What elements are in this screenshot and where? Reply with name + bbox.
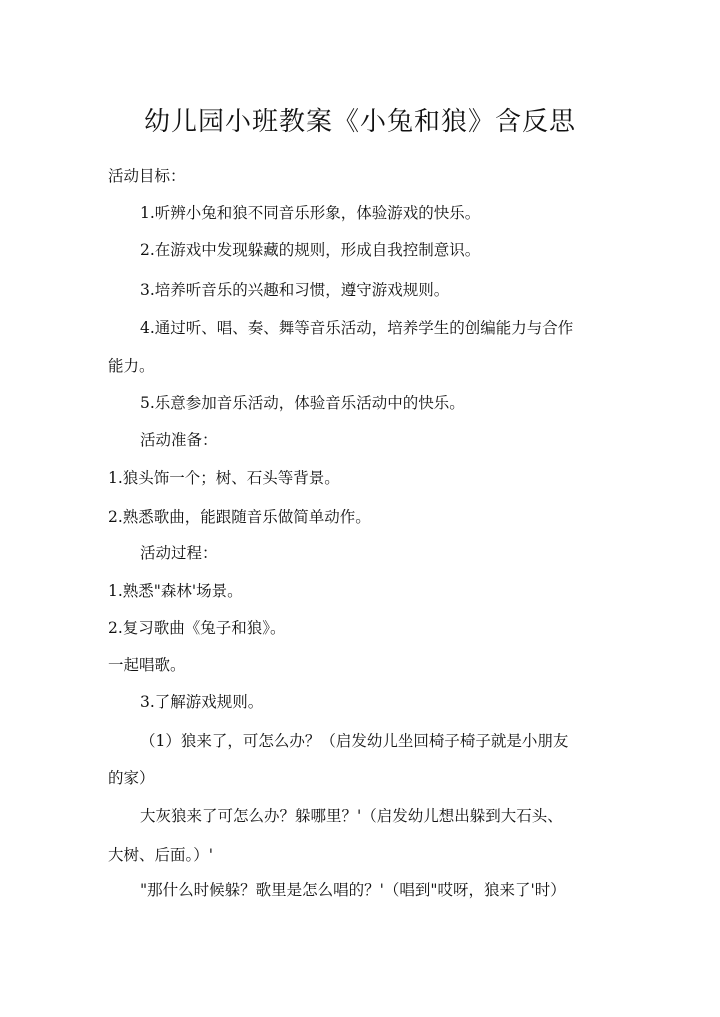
section-heading-preparation: 活动准备： [140, 431, 218, 449]
goal-item-1: 1.听辨小兔和狼不同音乐形象，体验游戏的快乐。 [140, 204, 481, 222]
preparation-item-1: 1.狼头饰一个；树、石头等背景。 [108, 469, 340, 487]
section-heading-process: 活动过程： [140, 544, 218, 562]
goal-item-3: 3.培养听音乐的兴趣和习惯，遵守游戏规则。 [140, 281, 450, 299]
goal-item-5: 5.乐意参加音乐活动，体验音乐活动中的快乐。 [140, 394, 465, 412]
section-heading-goals: 活动目标： [108, 167, 186, 185]
process-item-1: 1.熟悉"森林'场景。 [108, 582, 243, 600]
goal-item-2: 2.在游戏中发现躲藏的规则，形成自我控制意识。 [140, 241, 481, 259]
process-item-2-note: 一起唱歌。 [108, 656, 186, 674]
process-step-1: （1）狼来了，可怎么办？（启发幼儿坐回椅子椅子就是小朋友 [140, 732, 569, 750]
preparation-item-2: 2.熟悉歌曲，能跟随音乐做简单动作。 [108, 508, 371, 526]
process-question-hide: 大灰狼来了可怎么办？躲哪里？'（启发幼儿想出躲到大石头、 [140, 807, 563, 825]
process-item-3: 3.了解游戏规则。 [140, 693, 264, 711]
process-step-1-continued: 的家） [108, 769, 155, 787]
process-question-hide-continued: 大树、后面。）' [108, 846, 214, 864]
goal-item-4: 4.通过听、唱、奏、舞等音乐活动，培养学生的创编能力与合作 [140, 319, 574, 337]
document-title: 幼儿园小班教案《小兔和狼》含反思 [143, 107, 576, 137]
goal-item-4-continued: 能力。 [108, 357, 155, 375]
process-item-2: 2.复习歌曲《兔子和狼》。 [108, 619, 286, 637]
process-question-when: "那什么时候躲？歌里是怎么唱的？'（唱到"哎呀，狼来了'时） [140, 881, 566, 899]
